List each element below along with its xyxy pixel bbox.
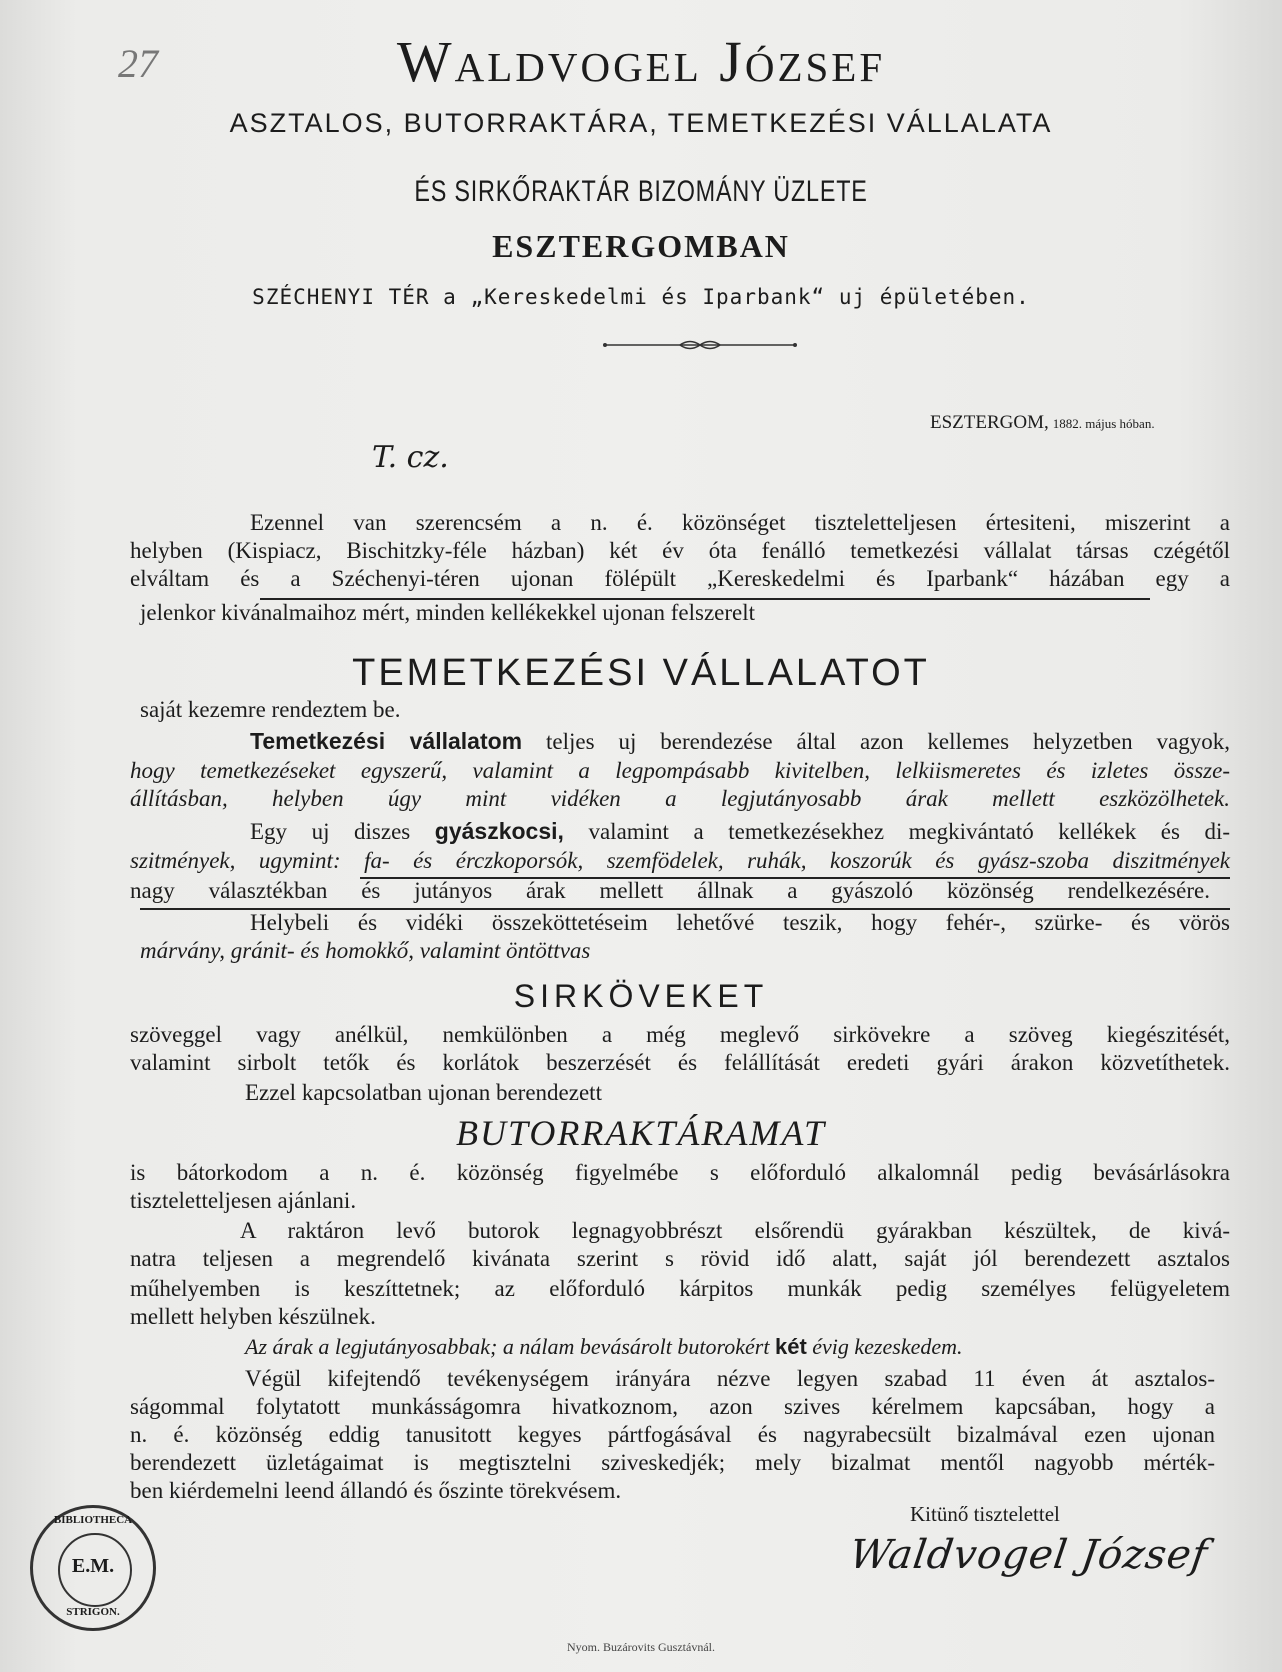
body-line: Helybeli és vidéki összeköttetéseim lehetővé teszik, hogy fehér-, szürke- és vörös [250,910,1230,935]
body-line: n. é. közönség eddig tanusitott kegyes pártfogásával és nagyrabecsült bizalmával ezen ujonan [130,1422,1215,1447]
salutation: T. cz. [372,440,449,475]
body-line: nagy választékban és jutányos árak mellett állnak a gyászoló közönség rendelkezésére. [130,878,1210,903]
body-text: teljes uj berendezése által azon kellemes helyzetben vagyok, [522,729,1230,754]
body-line: állításban, helyben úgy mint vidéken a legjutányosabb árak mellett eszközölhetek. [130,786,1230,811]
body-line: elváltam és a Széchenyi-téren ujonan fölépült „Kereskedelmi és Iparbank“ házában egy a [130,566,1230,591]
date-rest: 1882. május hóban. [1052,416,1155,431]
ornament-divider [600,338,800,352]
body-line: tiszteletteljesen ajánlani. [130,1188,357,1213]
body-line [245,1334,963,1360]
date-place: ESZTERGOM, [930,412,1049,433]
bold-phrase: gyászkocsi, [434,818,564,844]
body-text: Egy uj diszes [250,819,435,844]
body-line [250,728,1230,755]
body-text: Az árak a legjutányosabbak; a nálam bevásárolt butorokért [245,1334,775,1359]
closing: Kitünő tisztelettel [910,1502,1060,1526]
body-line: szitmények, ugymint: fa- és érczkoporsók, szemfödelek, ruhák, koszorúk és gyász-szoba diszitmények [130,848,1230,873]
body-line: is bátorkodom a n. é. közönség figyelmébe s előforduló alkalomnál pedig bevásárlásokra [130,1160,1230,1185]
library-stamp [30,1505,156,1631]
stamp-bottom: STRIGON. [66,1606,120,1618]
heading-butorraktaramat: BUTORRAKTÁRAMAT [456,1113,826,1153]
margin-note: 27 [118,41,158,86]
business-address: SZÉCHENYI TÉR a „Kereskedelmi és Iparbank“ uj épületében. [252,285,1030,309]
body-line: hogy temetkezéseket egyszerű, valamint a legpompásabb kivitelben, lelkiismeretes és izletes össze- [130,758,1230,783]
bold-phrase: Temetkezési vállalatom [250,728,523,754]
bold-phrase: két [774,1334,807,1359]
stamp-top: BIBLIOTHECA [53,1514,133,1526]
body-line: ságommal folytatott munkásságomra hivatkoznom, azon szives kérelmem kapcsában, hogy a [130,1394,1215,1419]
body-line: berendezett üzletágaimat is megtisztelni sziveskedjék; mely bizalmat mentől nagyobb mérték- [130,1450,1215,1475]
body-line: műhelyemben is keszíttetnek; az előforduló kárpitos munkák pedig személyes felügyeletem [130,1276,1230,1301]
body-line: saját kezemre rendeztem be. [140,697,401,722]
body-line: márvány, gránit- és homokkő, valamint öntöttvas [140,938,591,963]
printer-imprint: Nyom. Buzárovits Gusztávnál. [567,1640,715,1654]
heading-temetkezesi: TEMETKEZÉSI VÁLLALATOT [352,652,930,694]
signature: Waldvogel József [846,1532,1211,1578]
business-shop: ÉS SIRKŐRAKTÁR BIZOMÁNY ÜZLETE [414,175,868,208]
body-line: A raktáron levő butorok legnagyobbrészt elsőrendü gyárakban készültek, de kivá- [240,1218,1230,1243]
date-line [930,412,1155,434]
body-line: Ezzel kapcsolatban ujonan berendezett [245,1080,602,1105]
business-trades: ASZTALOS, BUTORRAKTÁRA, TEMETKEZÉSI VÁLLALATA [229,108,1053,138]
body-line: mellett helyben készülnek. [130,1304,376,1329]
body-text: évig kezeskedem. [806,1334,963,1359]
body-text: valamint a temetkezésekhez megkivántató kellékek és di- [563,819,1230,844]
heading-sirkoveket: SIRKÖVEKET [513,978,769,1014]
body-line: jelenkor kivánalmaihoz mért, minden kellékekkel ujonan felszerelt [140,600,756,625]
body-line: helyben (Kispiacz, Bischitzky-féle házban) két év óta fenálló temetkezési vállalat társas czégétől [130,538,1230,563]
body-line: valamint sirbolt tetők és korlátok beszerzését és felállítását eredeti gyári árakon közvetíthetek. [130,1050,1230,1075]
body-line: natra teljesen a megrendelő kivánata szerint s rövid idő alatt, saját jól berendezett asztalos [130,1246,1230,1271]
body-line: Végül kifejtendő tevékenységem irányára nézve legyen szabad 11 éven át asztalos- [245,1366,1215,1391]
body-line [250,818,1230,845]
business-name: Waldvogel József [396,29,886,94]
body-line: Ezennel van szerencsém a n. é. közönséget tiszteletteljesen értesiteni, miszerint a [250,510,1230,535]
business-city: ESZTERGOMBAN [492,228,790,264]
body-line: ben kiérdemelni leend állandó és őszinte törekvésem. [130,1478,622,1503]
body-line: szöveggel vagy anélkül, nemkülönben a még meglevő sirkövekre a szöveg kiegészitését, [130,1022,1230,1047]
stamp-center: E.M. [71,1555,115,1577]
